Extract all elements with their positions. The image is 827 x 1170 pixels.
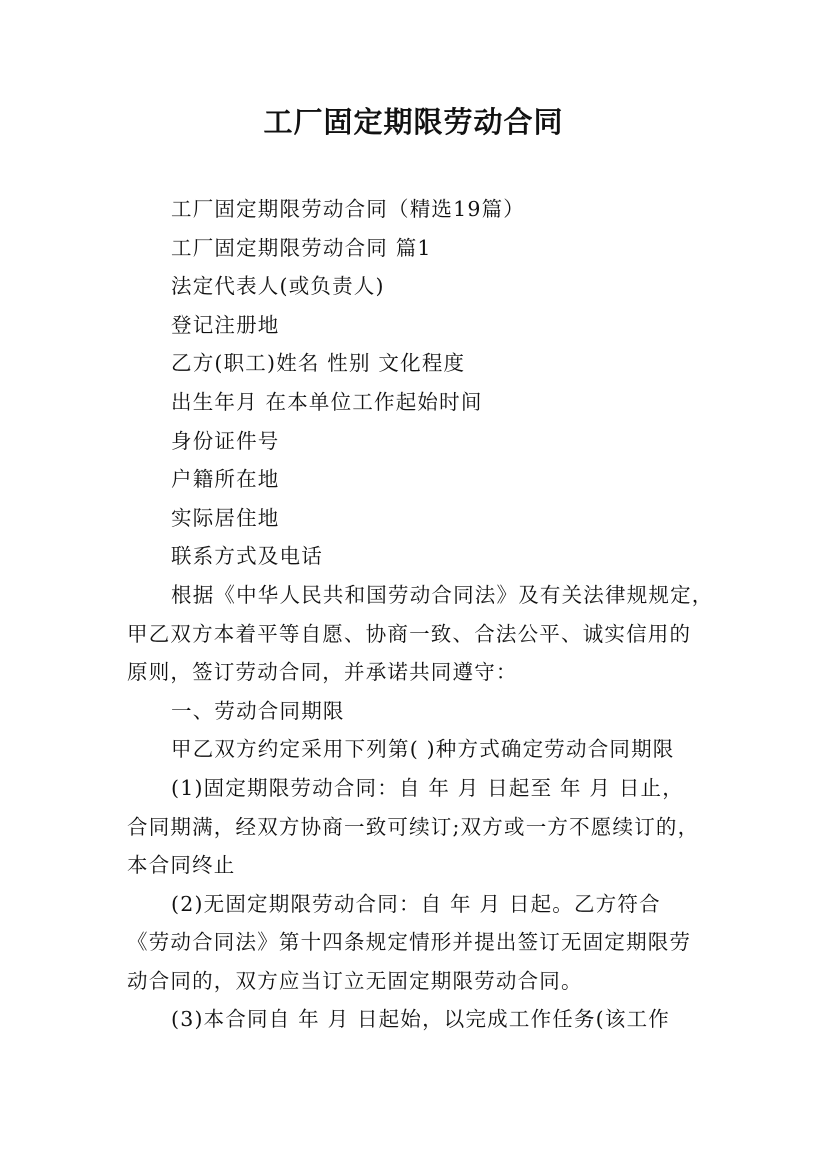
document-body — [127, 190, 717, 1039]
document-title: 工厂固定期限劳动合同 — [263, 105, 564, 139]
open-term-line-2: 《劳动合同法》第十四条规定情形并提出签订无固定期限劳 — [127, 930, 692, 955]
section-heading-1: 一、劳动合同期限 — [171, 698, 345, 723]
contact-line: 联系方式及电话 — [171, 544, 323, 569]
article-heading: 工厂固定期限劳动合同 篇1 — [171, 235, 432, 260]
id-number-line: 身份证件号 — [171, 428, 280, 453]
preamble-line-2: 甲乙双方本着平等自愿、协商一致、合法公平、诚实信用的 — [127, 621, 692, 646]
open-term-line-1: (2)无固定期限劳动合同：自 年 月 日起。乙方符合 — [171, 891, 661, 916]
party-b-name-line: 乙方(职工)姓名 性别 文化程度 — [171, 351, 466, 376]
legal-rep-line: 法定代表人(或负责人) — [171, 274, 385, 299]
task-term-line-1: (3)本合同自 年 月 日起始，以完成工作任务(该工作 — [171, 1007, 670, 1032]
subtitle: 工厂固定期限劳动合同（精选19篇） — [171, 197, 525, 221]
fixed-term-line-3: 本合同终止 — [127, 853, 236, 878]
term-choice-line: 甲乙双方约定采用下列第( )种方式确定劳动合同期限 — [171, 737, 675, 762]
birth-start-line: 出生年月 在本单位工作起始时间 — [171, 389, 483, 414]
preamble-line-1: 根据《中华人民共和国劳动合同法》及有关法律规规定， — [171, 582, 714, 607]
open-term-line-3: 动合同的，双方应当订立无固定期限劳动合同。 — [127, 968, 583, 993]
fixed-term-line-2: 合同期满，经双方协商一致可续订;双方或一方不愿续订的， — [127, 814, 700, 839]
residence-line: 实际居住地 — [171, 505, 280, 530]
household-line: 户籍所在地 — [171, 467, 280, 492]
fixed-term-line-1: (1)固定期限劳动合同：自 年 月 日起至 年 月 日止， — [171, 775, 684, 800]
reg-address-line: 登记注册地 — [171, 312, 280, 337]
preamble-line-3: 原则，签订劳动合同，并承诺共同遵守： — [127, 660, 518, 685]
